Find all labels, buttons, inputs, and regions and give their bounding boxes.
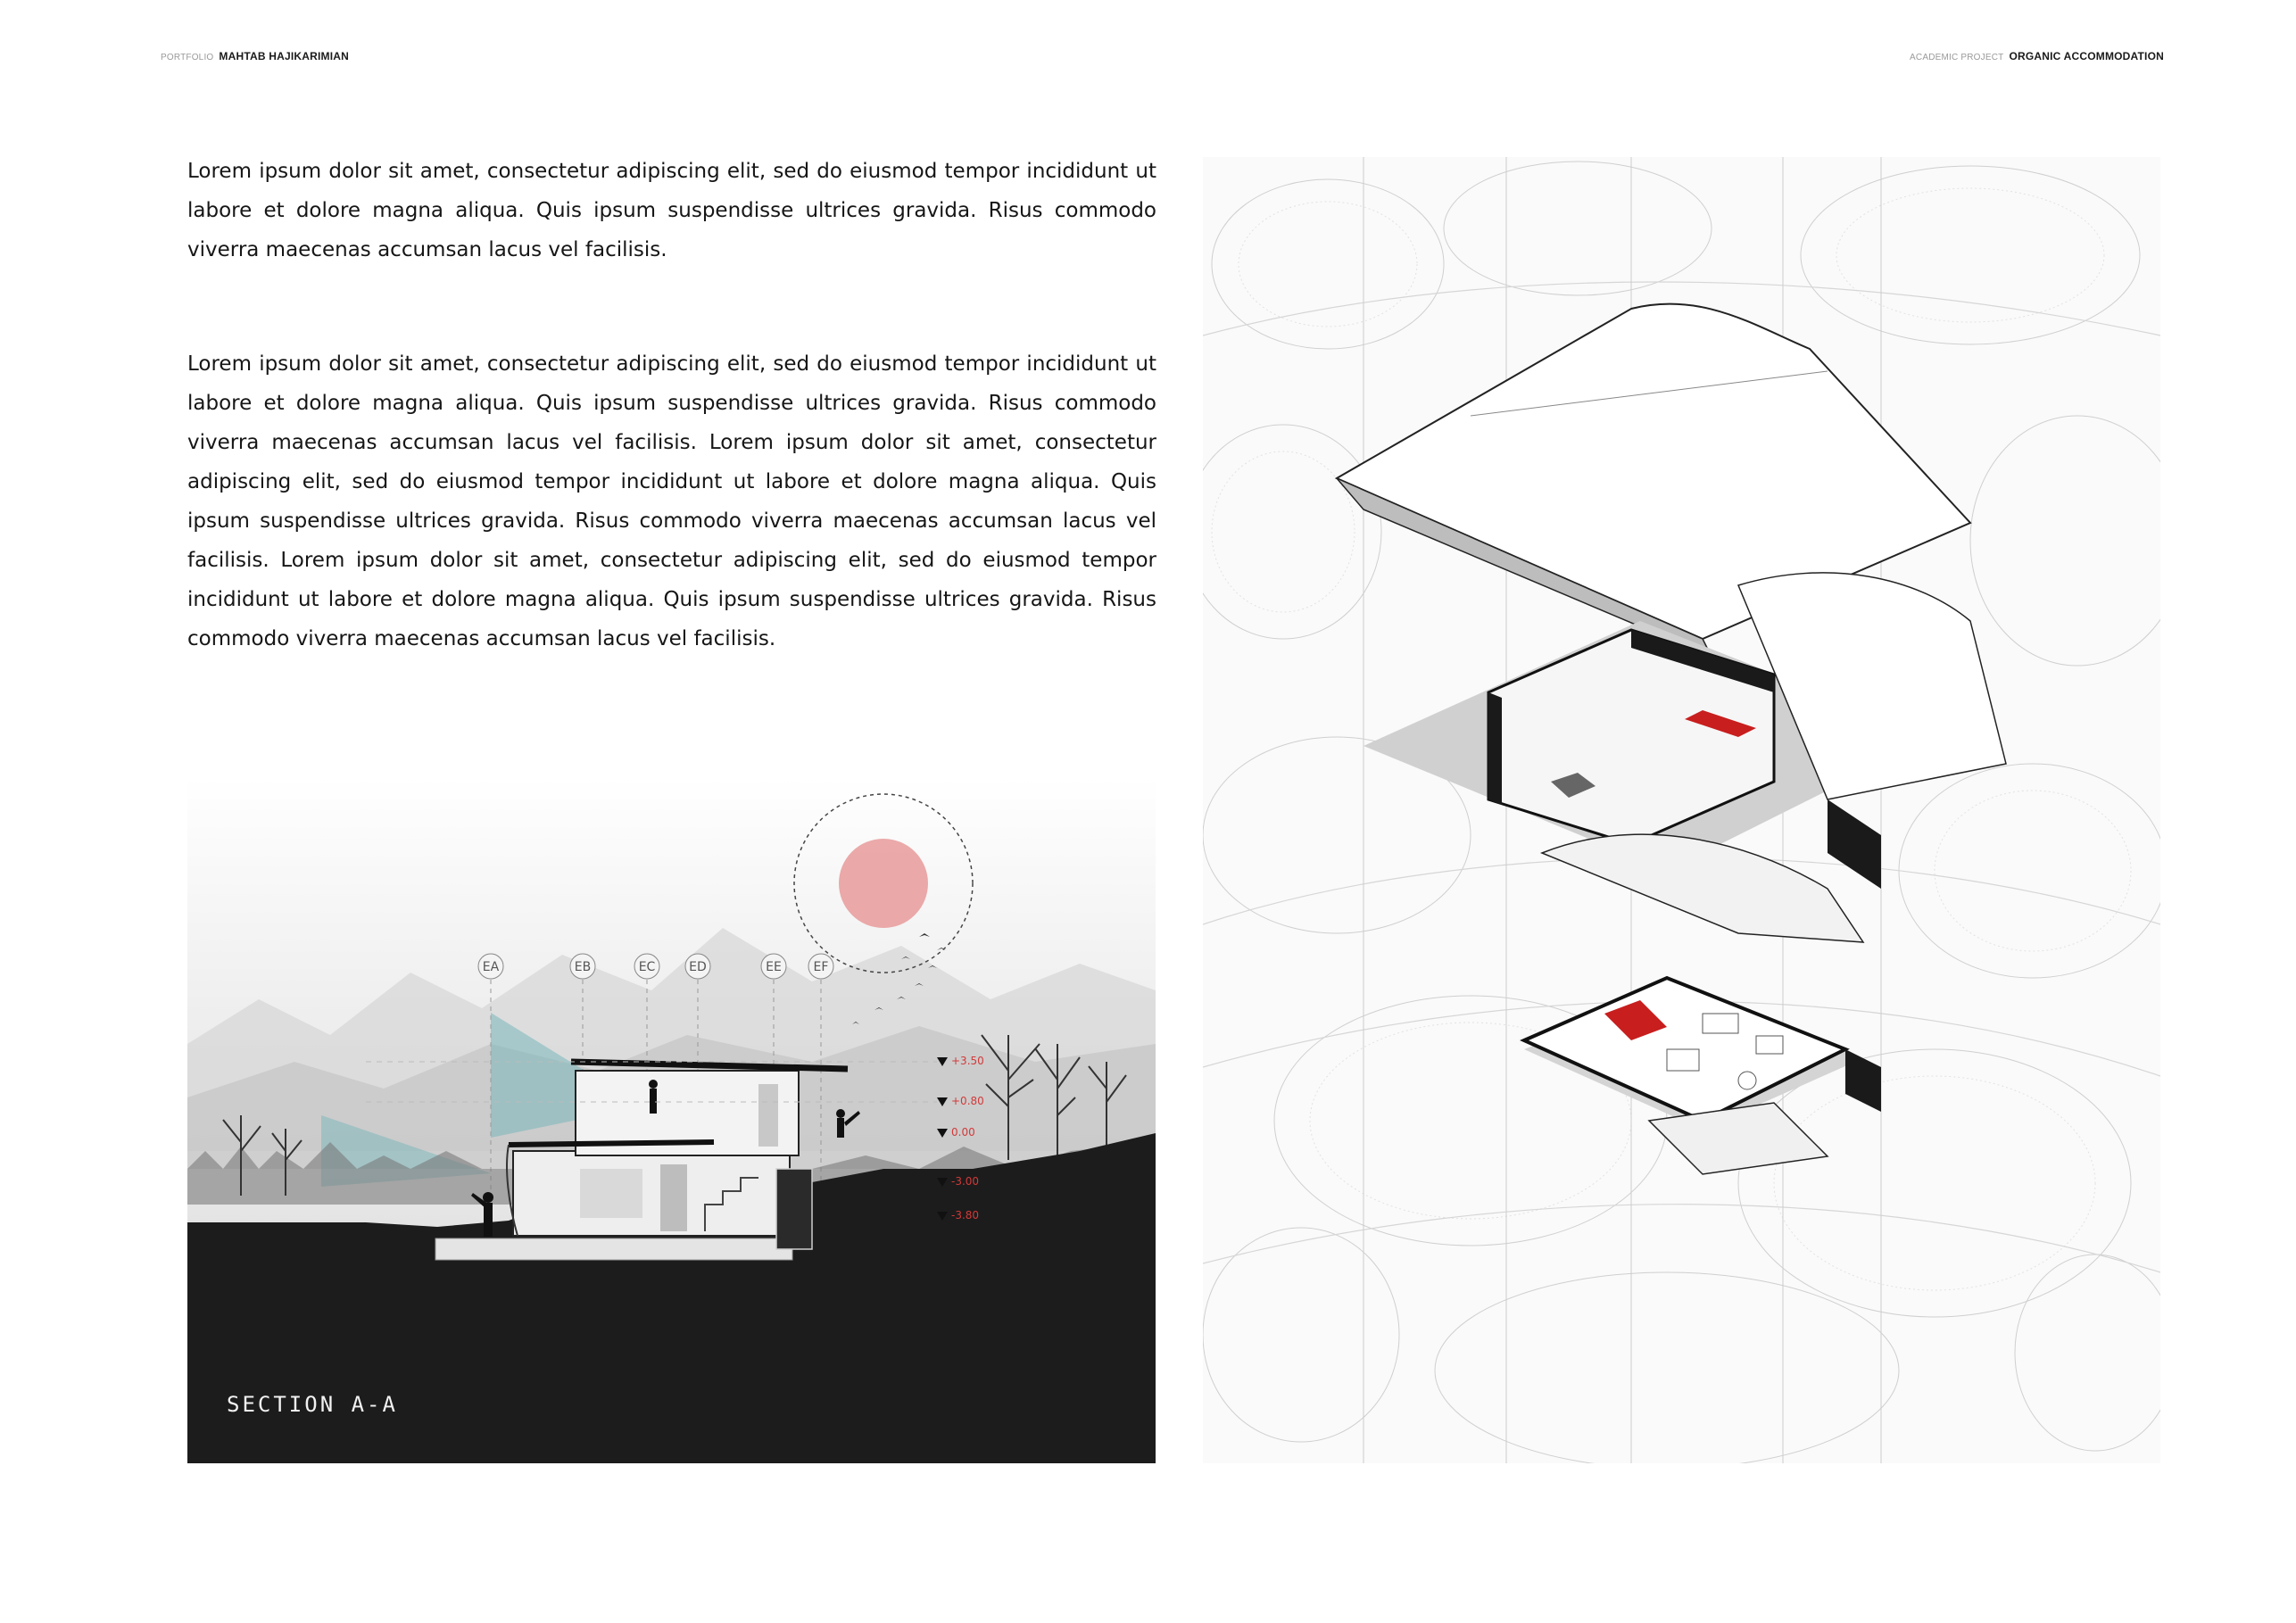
grid-label-ec: EC bbox=[638, 960, 656, 974]
grid-label-ea: EA bbox=[482, 960, 500, 974]
grid-label-ed: ED bbox=[689, 960, 707, 974]
upper-door bbox=[758, 1084, 778, 1147]
grid-label-eb: EB bbox=[574, 960, 592, 974]
foundation-slab bbox=[435, 1238, 792, 1260]
lower-stair-void bbox=[660, 1164, 687, 1231]
mid-wall-left bbox=[1488, 692, 1502, 805]
level-plus-0-80: +0.80 bbox=[951, 1095, 984, 1107]
mid-slab bbox=[509, 1142, 714, 1145]
level-0-00: 0.00 bbox=[951, 1126, 975, 1139]
header-project-title: ORGANIC ACCOMMODATION bbox=[2009, 50, 2164, 62]
exploded-axonometric bbox=[1203, 157, 2160, 1463]
body-paragraph-1: Lorem ipsum dolor sit amet, consectetur adipiscing elit, sed do eiusmod tempor incididunt ut labore et dolore magna aliqua. Quis ipsum suspendisse ultrices gravida. Risus commodo viverra maecenas accumsan lacus vel facilisis. bbox=[187, 160, 1156, 261]
section-drawing bbox=[187, 776, 1156, 1463]
section-title: SECTION A-A bbox=[227, 1392, 398, 1417]
axonometric-illustration bbox=[1203, 157, 2160, 1463]
lower-floor bbox=[513, 1151, 790, 1236]
retaining-wall bbox=[776, 1169, 812, 1249]
section-illustration bbox=[187, 776, 1156, 1463]
mid-terrace bbox=[1542, 834, 1863, 942]
header-left bbox=[161, 50, 349, 62]
header-author-name: MAHTAB HAJIKARIMIAN bbox=[219, 50, 349, 62]
low-wall-right bbox=[1845, 1049, 1881, 1112]
header-right bbox=[1910, 50, 2164, 62]
level-minus-3-80: -3.80 bbox=[951, 1209, 980, 1221]
lower-window bbox=[580, 1169, 642, 1218]
body-paragraph-2: Lorem ipsum dolor sit amet, consectetur adipiscing elit, sed do eiusmod tempor incididunt ut labore et dolore magna aliqua. Quis ipsum suspendisse ultrices gravida. Risus commodo viverra maecenas accumsan lacus vel facilisis. Lorem ipsum dolor sit amet, consectetur adipiscing elit, sed do eiusmod tempor incididunt ut labore et dolore magna aliqua. Quis ipsum suspendisse ultrices gravida. Risus commodo viverra maecenas accumsan lacus vel facilisis. Lorem ipsum dolor sit amet, consectetur adipiscing elit, sed do eiusmod tempor incididunt ut labore et dolore magna aliqua. Quis ipsum suspendisse ultrices gravida. Risus commodo viverra maecenas accumsan lacus vel facilisis. bbox=[187, 352, 1156, 650]
sun bbox=[839, 839, 928, 928]
header-project-label: ACADEMIC PROJECT bbox=[1910, 53, 2004, 62]
header-portfolio-label: PORTFOLIO bbox=[161, 53, 214, 62]
grid-label-ee: EE bbox=[766, 960, 782, 974]
level-minus-3-00: -3.00 bbox=[951, 1175, 980, 1188]
grid-label-ef: EF bbox=[813, 960, 829, 974]
mid-wall-right bbox=[1828, 799, 1881, 889]
level-plus-3-50: +3.50 bbox=[951, 1055, 984, 1067]
